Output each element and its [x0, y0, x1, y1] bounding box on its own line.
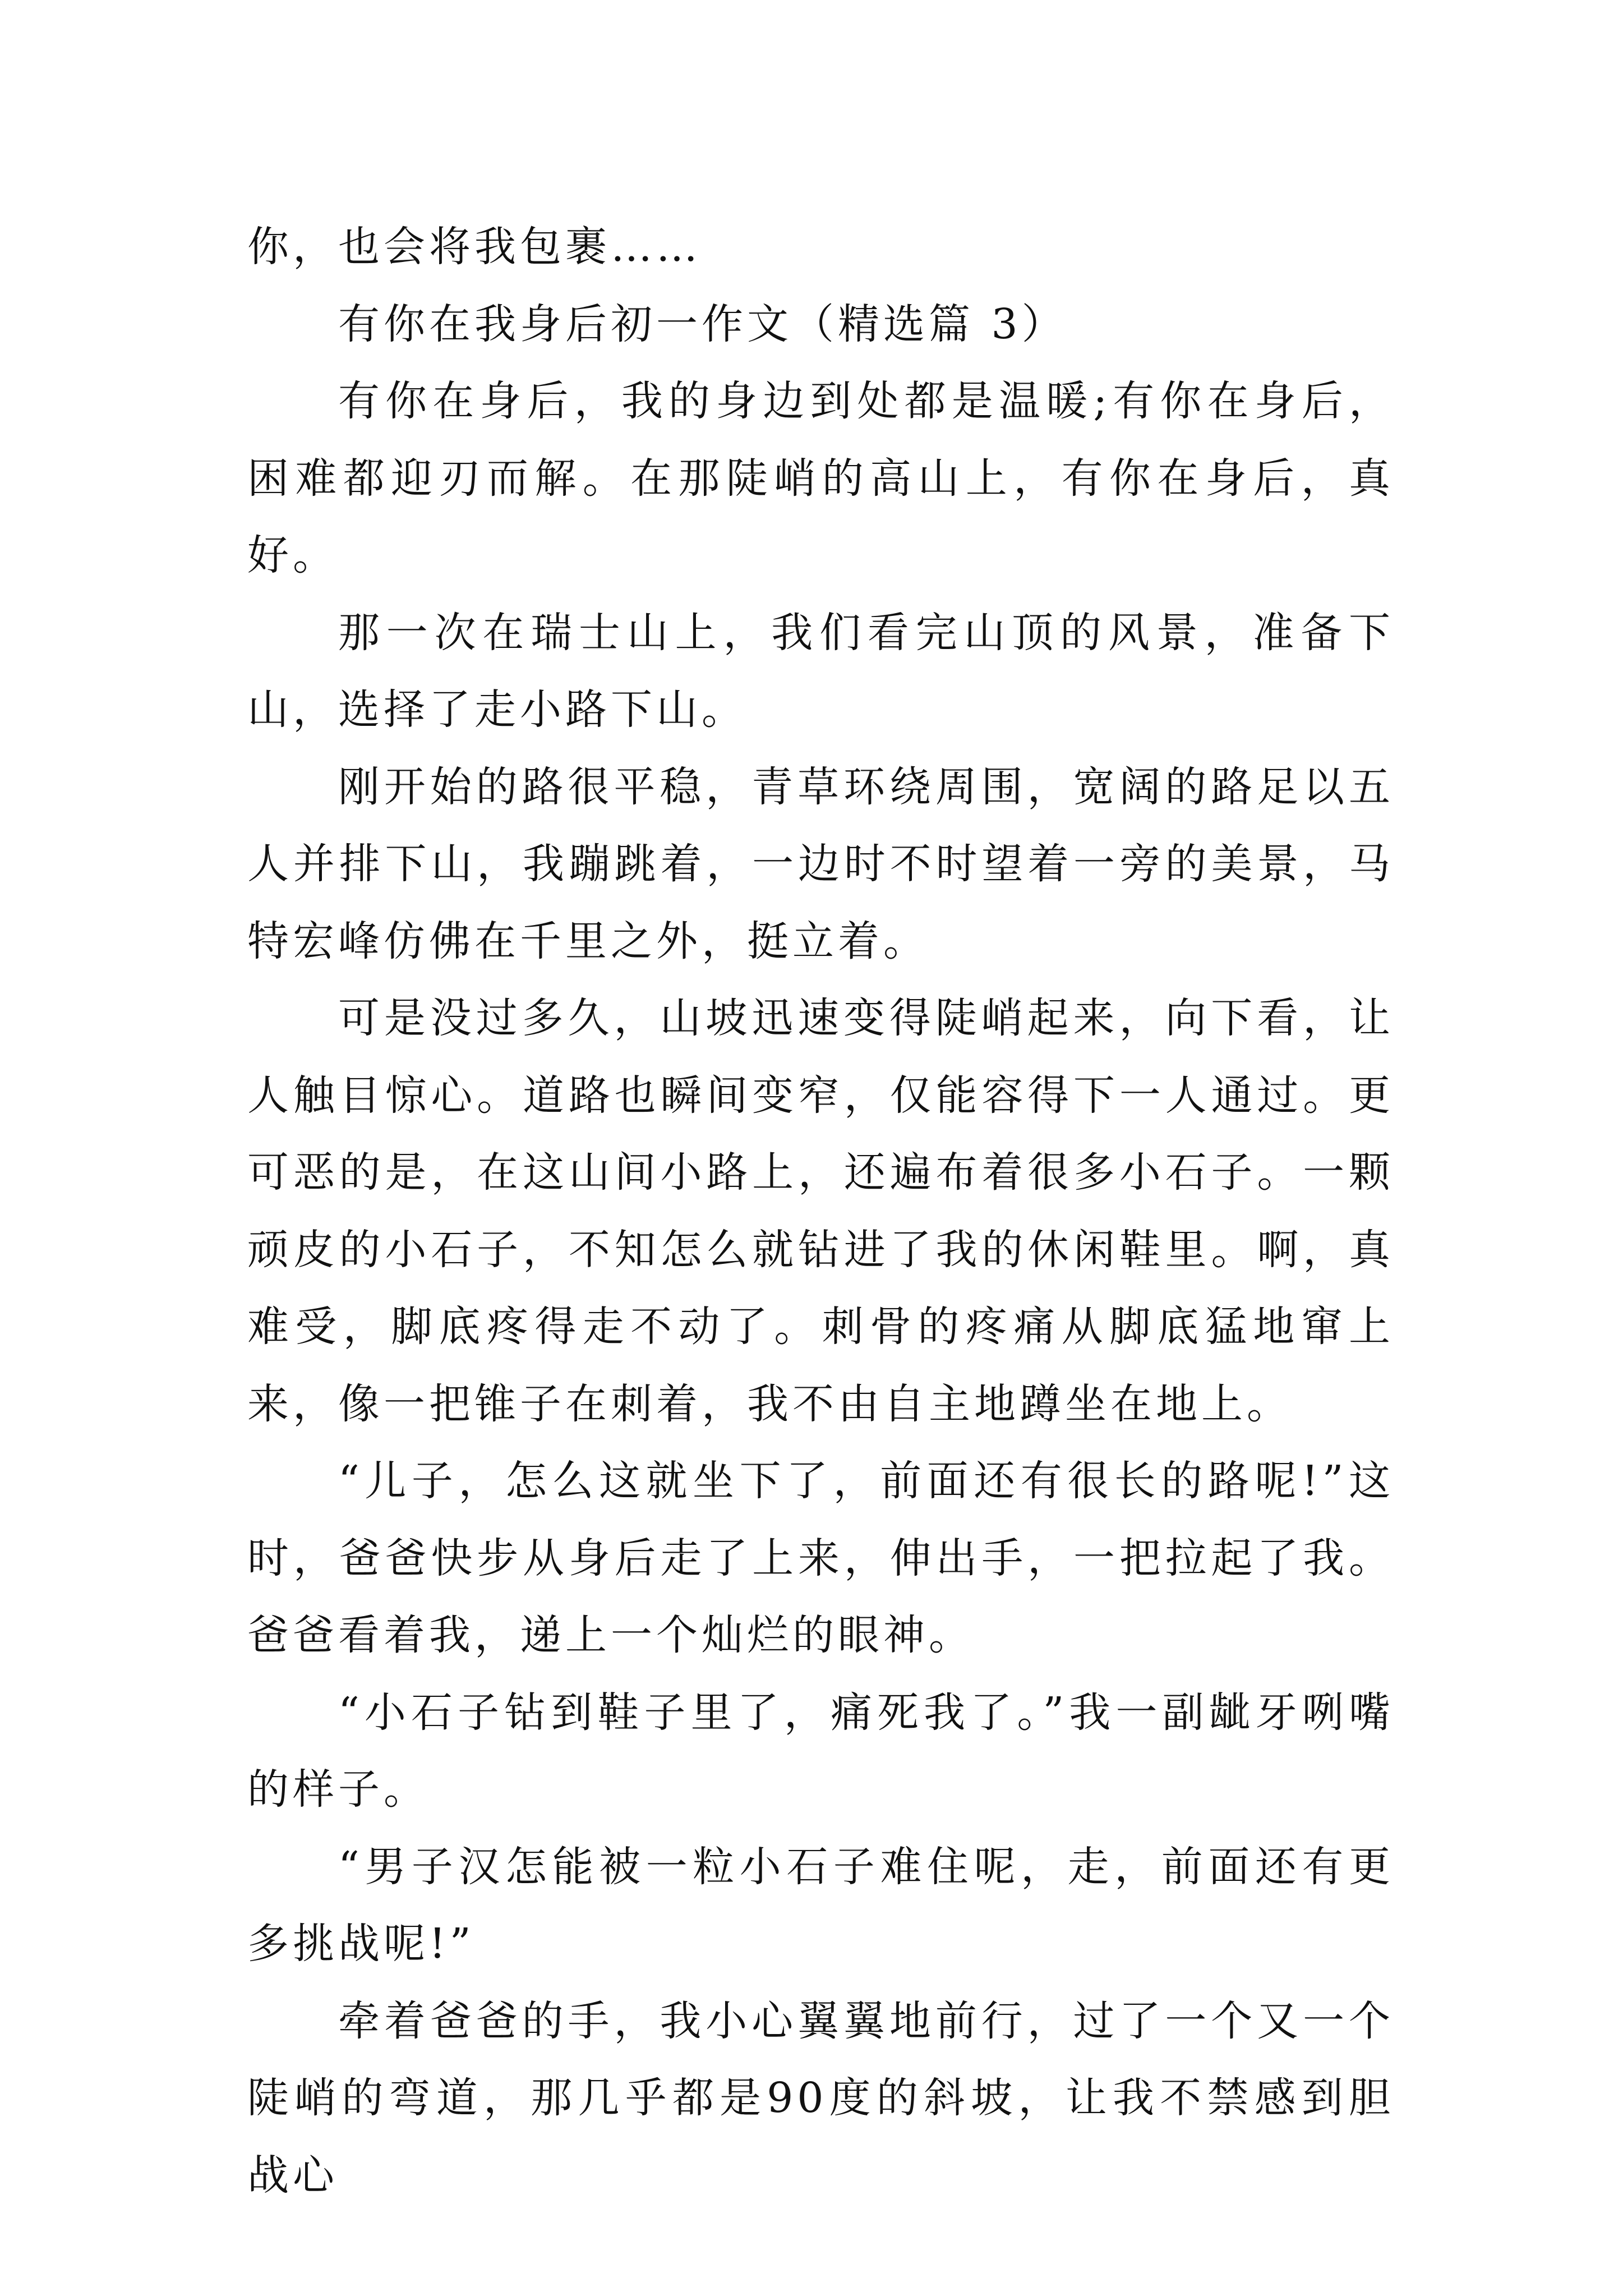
paragraph: “小石子钻到鞋子里了，痛死我了。”我一副龇牙咧嘴的样子。	[247, 1688, 1394, 1814]
paragraph: “儿子，怎么这就坐下了，前面还有很长的路呢!”这时，爸爸快步从身后走了上来，伸出手，一把拉起了我。爸爸看着我，递上一个灿烂的眼神。	[247, 1457, 1394, 1659]
paragraph: 刚开始的路很平稳，青草环绕周围，宽阔的路足以五人并排下山，我蹦跳着，一边时不时望着一旁的美景，马特宏峰仿佛在千里之外，挺立着。	[247, 762, 1394, 965]
article-body	[247, 209, 1394, 2214]
paragraph: 牵着爸爸的手，我小心翼翼地前行，过了一个又一个陡峭的弯道，那几乎都是90度的斜坡，让我不禁感到胆战心	[247, 1996, 1394, 2200]
paragraph-continuation: 你，也会将我包裹……	[247, 223, 702, 271]
section-heading: 有你在我身后初一作文（精选篇 3）	[338, 300, 1067, 348]
paragraph: 有你在身后，我的身边到处都是温暖;有你在身后，困难都迎刃而解。在那陡峭的高山上，有你在身后，真好。	[247, 377, 1394, 579]
paragraph: 那一次在瑞士山上，我们看完山顶的风景，准备下山，选择了走小路下山。	[247, 608, 1394, 734]
paragraph: “男子汉怎能被一粒小石子难住呢，走，前面还有更多挑战呢!”	[247, 1842, 1394, 1968]
paragraph: 可是没过多久，山坡迅速变得陡峭起来，向下看，让人触目惊心。道路也瞬间变窄，仅能容得下一人通过。更可恶的是，在这山间小路上，还遍布着很多小石子。一颗顽皮的小石子，不知怎么就钻进了我的休闲鞋里。啊，真难受，脚底疼得走不动了。刺骨的疼痛从脚底猛地窜上来，像一把锥子在刺着，我不由自主地蹲坐在地上。	[247, 994, 1394, 1428]
